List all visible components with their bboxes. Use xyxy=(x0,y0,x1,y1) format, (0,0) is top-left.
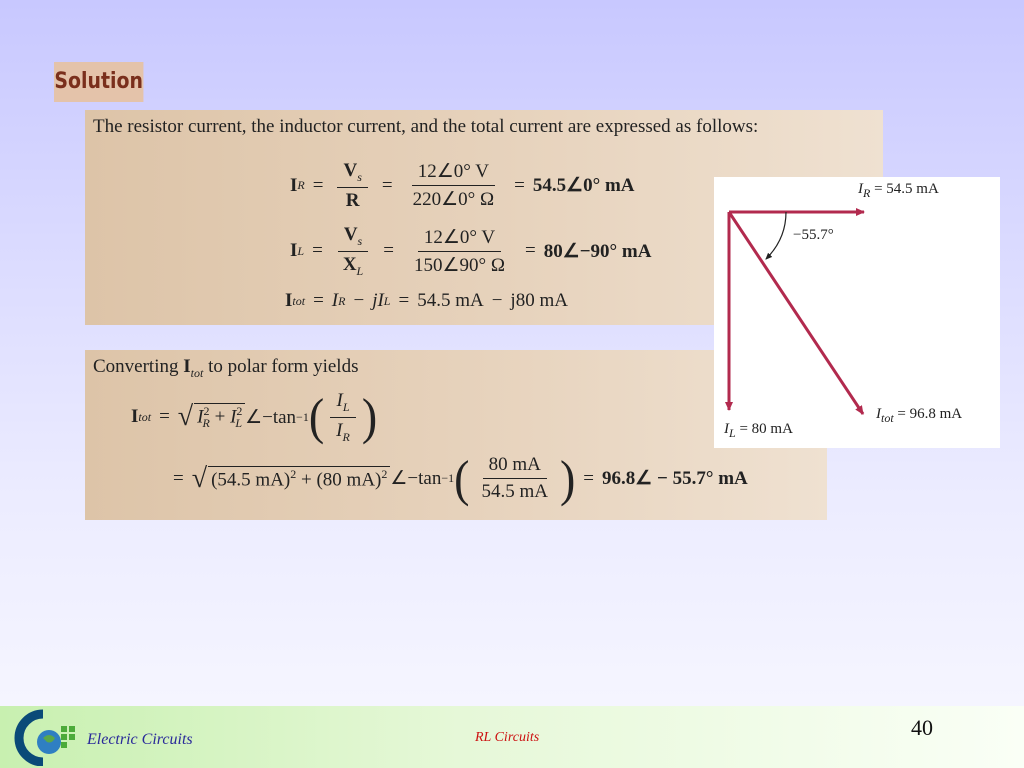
polar-l2-result: 96.8∠ − 55.7° mA xyxy=(602,468,748,489)
polar-eq-line2: = √ (54.5 mA)$^2$ + (80 mA)$^2$ ∠−tan −1 ( $\frac{80 mA}{54.5 mA}$ ) = 96.8∠ − 55.7° mA xyxy=(173,449,748,506)
eq-il-frac2 xyxy=(408,226,511,277)
panel2-intro-before: Converting xyxy=(93,356,184,377)
page-number: 40 xyxy=(911,715,933,740)
panel2-intro-after: to polar form yields xyxy=(203,356,359,377)
il-label-sub: L xyxy=(729,426,736,440)
il-label xyxy=(724,421,793,441)
panel2-intro-sym: I xyxy=(183,356,191,377)
eq-il-frac1-num: V xyxy=(343,224,358,245)
footer-topic: RL Circuits xyxy=(475,730,540,745)
il-label-value: = 80 mA xyxy=(739,421,793,437)
eq-resistor-current: I R = $\frac{V_s}{R}$ = $\frac{12\angle 0^\circ V}{220\angle 0^\circ \Omega}$ = 54.5∠0° mA xyxy=(290,160,635,211)
phasor-diagram xyxy=(714,177,1000,448)
itot-label xyxy=(876,406,962,426)
eq-itot-t2-sub: L xyxy=(383,293,391,308)
polar-l2-den: 54.5 mA xyxy=(481,481,548,502)
eq-ir-frac2-num: 12∠0° V xyxy=(412,160,495,186)
eq-ir-frac2 xyxy=(407,160,501,211)
globe-logo-icon xyxy=(7,708,79,766)
eq-itot-t2: jI xyxy=(372,290,384,311)
polar-eq-line1: I tot = √ $I^2_R + I^2_L$ ∠−tan −1 ( $\frac{I_L}{I_R}$ ) xyxy=(131,388,378,445)
ir-label xyxy=(858,181,939,201)
eq-itot-t1-sub: R xyxy=(338,293,346,308)
eq-ir-frac2-den: 220∠0° Ω xyxy=(412,189,495,211)
polar-l2-num: 80 mA xyxy=(483,454,547,479)
eq-ir-frac1-num: V xyxy=(343,160,358,181)
eq-il-frac1-num-sub: s xyxy=(357,233,363,248)
eq-il-frac2-den: 150∠90° Ω xyxy=(413,254,505,276)
ir-label-sub: R xyxy=(863,186,871,200)
angle-arc xyxy=(766,212,786,259)
eq-il-frac1 xyxy=(337,224,369,279)
polar-l2-angle: ∠−tan xyxy=(390,468,442,489)
eq-itot-value2: j80 mA xyxy=(510,290,568,311)
itot-label-sub: tot xyxy=(881,411,894,425)
polar-l1-angle: ∠−tan xyxy=(245,406,297,428)
itot-label-value: = 96.8 mA xyxy=(897,406,963,422)
ir-label-value: = 54.5 mA xyxy=(874,181,939,197)
panel2-intro xyxy=(93,356,358,381)
angle-label: −55.7° xyxy=(793,227,834,243)
eq-ir-frac1-num-sub: s xyxy=(357,169,362,184)
eq-il-lhs-sub: L xyxy=(297,243,305,258)
polar-l2-sq1: (54.5 mA) xyxy=(211,469,291,491)
eq-ir-frac1-den: R xyxy=(345,189,360,211)
polar-l1-sqrt: √ $I^2_R + I^2_L$ xyxy=(178,401,245,433)
polar-l1-den-sub: R xyxy=(342,429,350,444)
solution-label: Solution xyxy=(54,62,143,102)
il-label-sym: I xyxy=(724,421,729,437)
polar-l1-num: I xyxy=(336,390,343,411)
eq-ir-lhs: I xyxy=(290,174,298,196)
eq-total-current: I tot = I R − jI L = 54.5 mA − j80 mA xyxy=(285,290,568,311)
itot-label-sym: I xyxy=(876,406,881,422)
slide-footer xyxy=(0,706,1024,768)
polar-l1-den: I xyxy=(336,419,343,441)
eq-ir-result: 54.5∠0° mA xyxy=(532,175,635,197)
eq-itot-lhs-sub: tot xyxy=(292,293,306,308)
eq-il-frac1-den-sub: L xyxy=(356,263,364,278)
eq-il-result: 80∠−90° mA xyxy=(543,240,652,262)
polar-l1-lhs: I xyxy=(131,406,139,428)
polar-l1-frac xyxy=(330,390,356,445)
polar-l2-frac xyxy=(475,454,554,503)
eq-ir-frac1 xyxy=(337,160,367,212)
ir-label-sym: I xyxy=(858,181,863,197)
panel1-intro: The resistor current, the inductor current, and the total current are expressed as follows: xyxy=(93,116,759,137)
eq-il-lhs: I xyxy=(290,240,298,262)
panel2-intro-sub: tot xyxy=(190,365,204,380)
polar-l1-num-sub: L xyxy=(342,399,350,414)
footer-course-title: Electric Circuits xyxy=(87,731,193,748)
eq-il-frac2-num: 12∠0° V xyxy=(418,226,501,252)
polar-l2-sq2: (80 mA) xyxy=(316,469,382,491)
polar-l2-sqrt: √ (54.5 mA)$^2$ + (80 mA)$^2$ xyxy=(192,463,391,495)
polar-l1-lhs-sub: tot xyxy=(138,409,152,424)
eq-inductor-current: I L = $\frac{V_s}{X_L}$ = $\frac{12\angle 0^\circ V}{150\angle 90^\circ \Omega}$ = 80∠−90° mA xyxy=(290,224,652,278)
eq-itot-value1: 54.5 mA xyxy=(417,290,484,311)
eq-itot-t1: I xyxy=(331,290,339,311)
eq-itot-lhs: I xyxy=(285,290,293,311)
eq-ir-lhs-sub: R xyxy=(297,178,305,193)
eq-il-frac1-den: X xyxy=(342,253,357,275)
